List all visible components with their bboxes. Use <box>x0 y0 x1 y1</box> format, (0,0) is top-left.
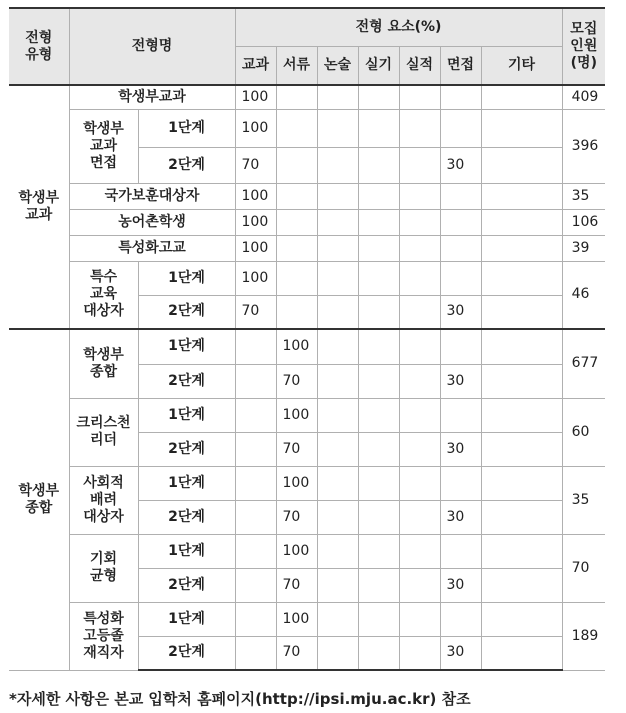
quota-cell: 39 <box>562 235 605 261</box>
element-value-cell <box>481 500 562 534</box>
table-row <box>9 235 605 261</box>
element-value-cell <box>358 85 399 109</box>
element-value-cell: 70 <box>235 147 276 183</box>
element-value-cell <box>481 432 562 466</box>
element-value-cell <box>399 329 440 364</box>
quota-cell: 677 <box>562 329 605 398</box>
element-value-cell <box>235 432 276 466</box>
admission-name-cell <box>69 235 235 261</box>
element-value-cell <box>317 432 358 466</box>
stage-cell: 1단계 <box>138 109 235 147</box>
element-value-cell <box>399 398 440 432</box>
element-value-cell <box>399 183 440 209</box>
element-value-cell <box>399 147 440 183</box>
element-value-cell <box>481 109 562 147</box>
element-value-cell <box>358 432 399 466</box>
admission-name-cell <box>69 209 235 235</box>
element-value-cell <box>399 500 440 534</box>
element-value-cell: 70 <box>276 500 317 534</box>
element-value-cell: 100 <box>276 398 317 432</box>
element-value-cell <box>481 147 562 183</box>
table-row <box>9 109 605 147</box>
element-value-cell: 70 <box>276 568 317 602</box>
quota-cell: 396 <box>562 109 605 183</box>
element-value-cell <box>440 261 481 295</box>
cell-line: 특성화고교 <box>118 239 186 256</box>
element-value-cell <box>399 85 440 109</box>
cell-line: 재직자 <box>83 644 124 661</box>
stage-cell: 1단계 <box>138 261 235 295</box>
element-value-cell <box>481 209 562 235</box>
element-value-cell: 30 <box>440 636 481 670</box>
element-value-cell: 70 <box>276 432 317 466</box>
cell-line: 교육 <box>89 286 118 303</box>
table-row <box>9 209 605 235</box>
stage-cell: 2단계 <box>138 636 235 670</box>
element-value-cell <box>481 261 562 295</box>
element-value-cell <box>317 209 358 235</box>
stage-cell: 1단계 <box>138 602 235 636</box>
footnote: *자세한 사항은 본교 입학처 홈페이지(http://ipsi.mju.ac.kr) 참조 <box>9 690 471 708</box>
element-value-cell <box>440 398 481 432</box>
element-value-cell <box>481 602 562 636</box>
header-element: 면접 <box>440 46 481 85</box>
element-value-cell <box>317 183 358 209</box>
element-value-cell <box>235 500 276 534</box>
element-value-cell <box>440 109 481 147</box>
cell-line: 기회 <box>89 551 118 567</box>
stage-cell: 2단계 <box>138 364 235 398</box>
element-value-cell <box>440 235 481 261</box>
admission-name-cell <box>69 183 235 209</box>
header-element: 교과 <box>235 46 276 85</box>
stage-cell: 2단계 <box>138 432 235 466</box>
element-value-cell <box>235 568 276 602</box>
element-value-cell: 100 <box>235 209 276 235</box>
element-value-cell <box>399 261 440 295</box>
cell-line: 학생부 <box>83 346 124 363</box>
element-value-cell: 100 <box>235 109 276 147</box>
stage-cell: 1단계 <box>138 466 235 500</box>
element-value-cell <box>317 235 358 261</box>
admission-name-cell <box>69 109 138 183</box>
element-value-cell <box>317 466 358 500</box>
element-value-cell <box>317 500 358 534</box>
cell-line: 크리스천 <box>76 415 131 431</box>
table-row <box>9 261 605 295</box>
element-value-cell <box>317 364 358 398</box>
element-value-cell <box>276 109 317 147</box>
element-value-cell <box>358 235 399 261</box>
cell-line: 학생부 <box>83 120 124 137</box>
element-value-cell <box>235 398 276 432</box>
element-value-cell <box>481 235 562 261</box>
cell-line: 학생부 <box>18 482 60 499</box>
element-value-cell <box>358 261 399 295</box>
admission-name-cell <box>69 85 235 109</box>
element-value-cell <box>481 329 562 364</box>
admission-name-cell <box>69 398 138 466</box>
cell-line: 배려 <box>89 491 118 508</box>
element-value-cell <box>399 602 440 636</box>
cell-line: 균형 <box>89 568 118 584</box>
cell-line: 농어촌학생 <box>118 213 186 230</box>
quota-cell: 35 <box>562 183 605 209</box>
element-value-cell <box>481 398 562 432</box>
element-value-cell <box>481 636 562 670</box>
element-value-cell: 30 <box>440 568 481 602</box>
element-value-cell <box>235 636 276 670</box>
element-value-cell <box>276 85 317 109</box>
element-value-cell: 30 <box>440 295 481 329</box>
element-value-cell: 100 <box>276 329 317 364</box>
header-name: 전형명 <box>69 8 235 85</box>
cell-line: 리더 <box>89 432 118 448</box>
element-value-cell <box>358 147 399 183</box>
admission-name-cell <box>69 534 138 602</box>
element-value-cell <box>358 329 399 364</box>
cell-line: 국가보훈대상자 <box>104 187 200 204</box>
element-value-cell <box>399 364 440 398</box>
table-row <box>9 466 605 500</box>
admission-name-cell <box>69 602 138 670</box>
element-value-cell <box>317 295 358 329</box>
cell-line: 대상자 <box>83 508 124 525</box>
element-value-cell <box>399 568 440 602</box>
element-value-cell <box>317 398 358 432</box>
stage-cell: 1단계 <box>138 534 235 568</box>
table-row <box>9 602 605 636</box>
stage-cell: 2단계 <box>138 568 235 602</box>
element-value-cell <box>317 147 358 183</box>
stage-cell: 2단계 <box>138 147 235 183</box>
element-value-cell <box>317 636 358 670</box>
element-value-cell <box>358 466 399 500</box>
header-element: 서류 <box>276 46 317 85</box>
element-value-cell <box>399 295 440 329</box>
element-value-cell <box>358 534 399 568</box>
header-element: 논술 <box>317 46 358 85</box>
element-value-cell <box>481 295 562 329</box>
element-value-cell <box>358 398 399 432</box>
element-value-cell <box>481 85 562 109</box>
cell-line: 사회적 <box>83 474 124 491</box>
element-value-cell <box>317 602 358 636</box>
element-value-cell <box>358 183 399 209</box>
element-value-cell <box>317 109 358 147</box>
element-value-cell <box>399 636 440 670</box>
stage-cell: 2단계 <box>138 500 235 534</box>
element-value-cell: 30 <box>440 500 481 534</box>
cell-line: 학생부교과 <box>118 88 186 105</box>
element-value-cell <box>235 534 276 568</box>
cell-line: 종합 <box>89 363 118 380</box>
stage-cell: 1단계 <box>138 329 235 364</box>
element-value-cell: 30 <box>440 364 481 398</box>
element-value-cell <box>481 466 562 500</box>
stage-cell: 2단계 <box>138 295 235 329</box>
element-value-cell <box>358 364 399 398</box>
element-value-cell <box>317 261 358 295</box>
element-value-cell <box>358 109 399 147</box>
element-value-cell <box>399 235 440 261</box>
element-value-cell <box>440 183 481 209</box>
element-value-cell: 30 <box>440 147 481 183</box>
element-value-cell <box>317 85 358 109</box>
element-value-cell <box>358 209 399 235</box>
element-value-cell <box>235 466 276 500</box>
cell-line: 대상자 <box>83 303 124 320</box>
element-value-cell: 70 <box>276 636 317 670</box>
admission-name-cell <box>69 329 138 398</box>
element-value-cell <box>235 364 276 398</box>
quota-cell: 35 <box>562 466 605 534</box>
element-value-cell: 100 <box>235 261 276 295</box>
element-value-cell <box>481 568 562 602</box>
admission-name-cell <box>69 466 138 534</box>
quota-cell: 46 <box>562 261 605 329</box>
element-value-cell <box>481 183 562 209</box>
element-value-cell <box>440 329 481 364</box>
quota-cell: 189 <box>562 602 605 670</box>
table-row <box>9 534 605 568</box>
element-value-cell <box>235 602 276 636</box>
cell-line: 학생부 <box>18 190 60 206</box>
element-value-cell <box>399 109 440 147</box>
header-element: 기타 <box>481 46 562 85</box>
group-type-cell <box>9 329 69 670</box>
element-value-cell <box>399 209 440 235</box>
element-value-cell: 100 <box>235 183 276 209</box>
header-type: 전형 유형 <box>9 8 69 85</box>
element-value-cell <box>276 183 317 209</box>
element-value-cell: 70 <box>235 295 276 329</box>
cell-line: 특수 <box>89 269 118 286</box>
table-row <box>9 329 605 364</box>
cell-line: 종합 <box>25 499 53 516</box>
quota-cell: 70 <box>562 534 605 602</box>
admission-name-cell <box>69 261 138 329</box>
element-value-cell <box>481 534 562 568</box>
element-value-cell <box>276 261 317 295</box>
cell-line: 면접 <box>89 154 118 171</box>
element-value-cell <box>399 466 440 500</box>
element-value-cell: 100 <box>276 466 317 500</box>
element-value-cell <box>399 534 440 568</box>
element-value-cell <box>276 209 317 235</box>
element-value-cell <box>440 466 481 500</box>
cell-line: 특성화 <box>83 610 124 627</box>
element-value-cell: 100 <box>276 534 317 568</box>
element-value-cell <box>317 329 358 364</box>
element-value-cell <box>440 209 481 235</box>
element-value-cell: 70 <box>276 364 317 398</box>
table-row <box>9 398 605 432</box>
stage-cell: 1단계 <box>138 398 235 432</box>
element-value-cell <box>317 568 358 602</box>
element-value-cell <box>276 295 317 329</box>
element-value-cell: 30 <box>440 432 481 466</box>
table-row <box>9 183 605 209</box>
cell-line: 교과 <box>89 137 118 154</box>
element-value-cell <box>440 602 481 636</box>
element-value-cell <box>276 147 317 183</box>
header-elements-title: 전형 요소(%) <box>235 8 562 46</box>
element-value-cell <box>358 568 399 602</box>
header-quota: 모집 인원 (명) <box>562 8 605 85</box>
element-value-cell <box>358 295 399 329</box>
element-value-cell <box>276 235 317 261</box>
element-value-cell <box>358 500 399 534</box>
element-value-cell: 100 <box>235 85 276 109</box>
quota-cell: 60 <box>562 398 605 466</box>
element-value-cell <box>317 534 358 568</box>
cell-line: 교과 <box>25 207 53 223</box>
element-value-cell <box>358 602 399 636</box>
quota-cell: 106 <box>562 209 605 235</box>
element-value-cell <box>481 364 562 398</box>
quota-cell: 409 <box>562 85 605 109</box>
header-element: 실적 <box>399 46 440 85</box>
element-value-cell <box>440 534 481 568</box>
admission-table <box>9 7 605 671</box>
cell-line: 고등졸 <box>83 627 124 644</box>
element-value-cell <box>440 85 481 109</box>
header-element: 실기 <box>358 46 399 85</box>
element-value-cell <box>399 432 440 466</box>
element-value-cell: 100 <box>276 602 317 636</box>
element-value-cell: 100 <box>235 235 276 261</box>
element-value-cell <box>235 329 276 364</box>
group-type-cell <box>9 85 69 329</box>
element-value-cell <box>358 636 399 670</box>
table-row <box>9 85 605 109</box>
